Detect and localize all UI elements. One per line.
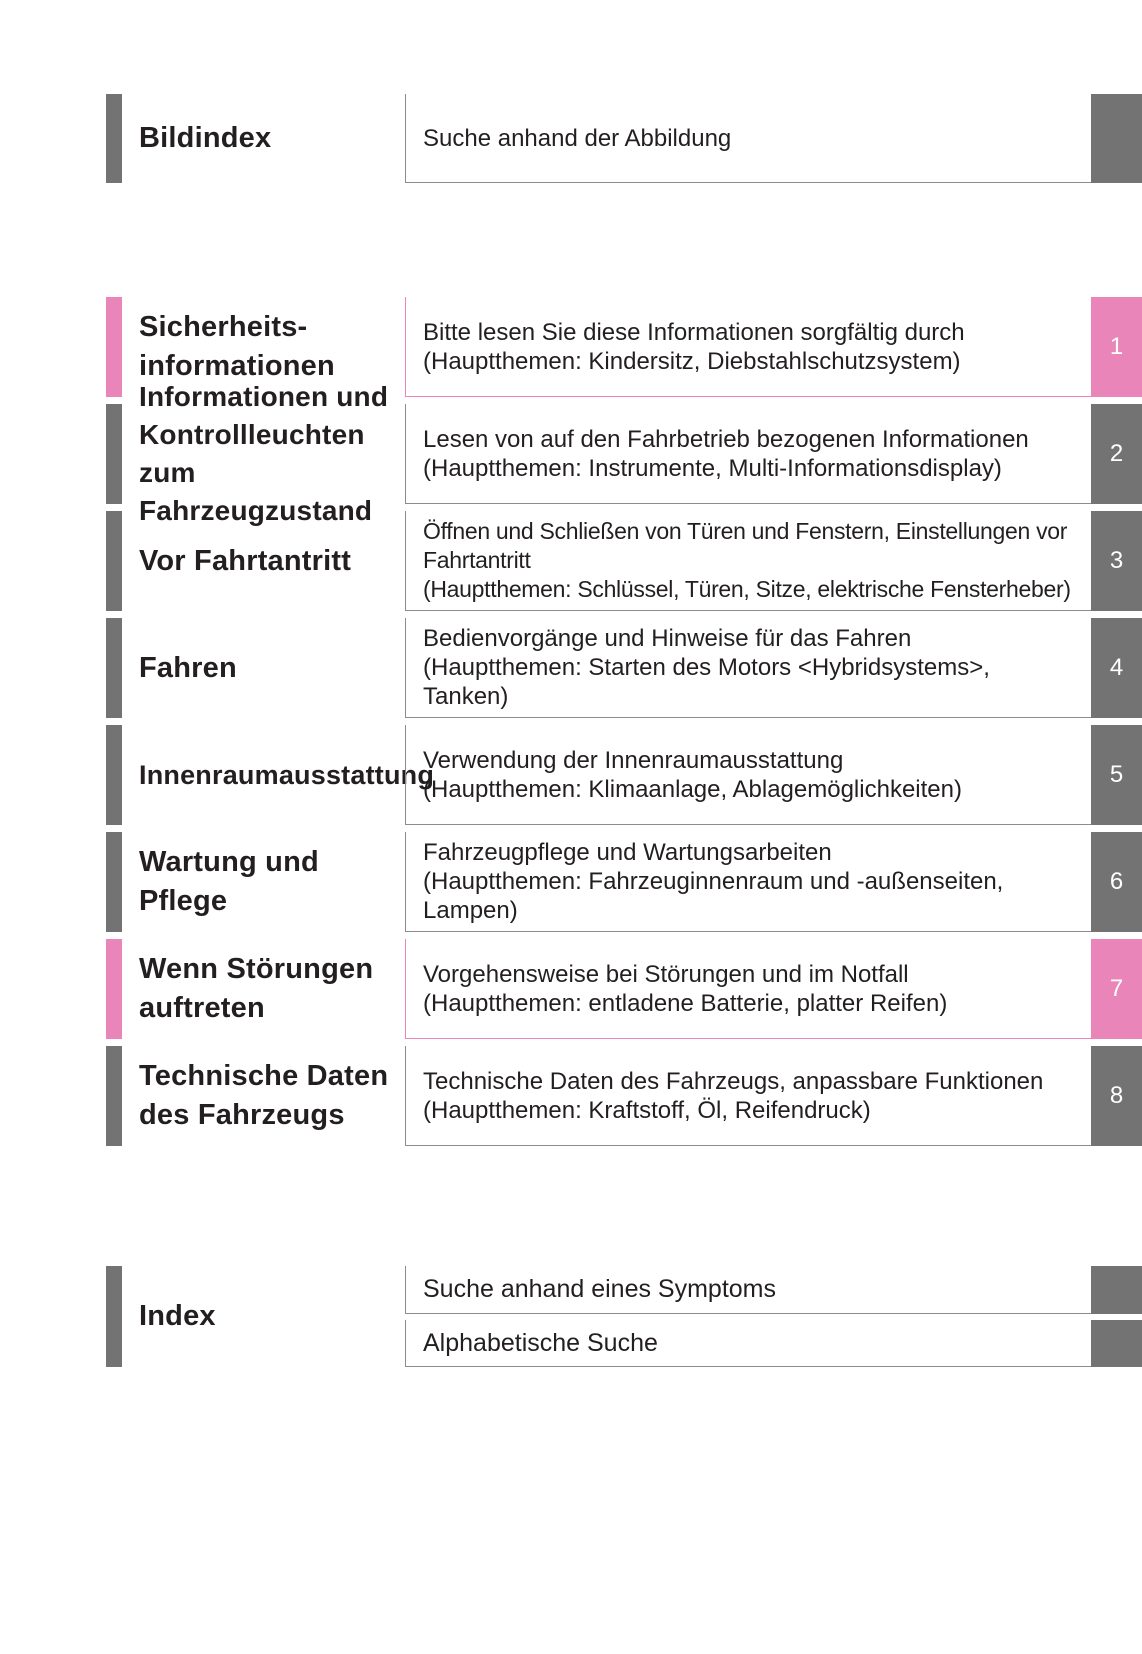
chapter-number-tab[interactable]: 1 [1091, 297, 1142, 397]
chapter-description: Bedienvorgänge und Hinweise für das Fahren (Hauptthemen: Starten des Motors <Hybridsystems>, Tanken) [405, 618, 1091, 718]
chapter-marker-bar [106, 832, 122, 932]
chapter-title: Sicherheits- informationen [139, 311, 335, 382]
picture-index-row[interactable] [0, 94, 1142, 183]
index-entry-alphabetical[interactable] [405, 1320, 1142, 1367]
chapter-description: Öffnen und Schließen von Türen und Fenstern, Einstellungen vor Fahrtantritt (Hauptthemen: Schlüssel, Türen, Sitze, elektrische Fensterheber) [405, 511, 1091, 611]
chapter-title: Informationen und Kontrollleuchten zum Fahrzeugzustand [139, 381, 389, 526]
index-entry-label: Alphabetische Suche [405, 1320, 1091, 1367]
chapter-row-2[interactable] [0, 381, 1142, 526]
chapter-number-tab[interactable]: 5 [1091, 725, 1142, 825]
chapter-description: Lesen von auf den Fahrbetrieb bezogenen Informationen (Hauptthemen: Instrumente, Multi-Informationsdisplay) [405, 404, 1091, 504]
chapter-title: Wartung und Pflege [139, 846, 319, 917]
chapter-title: Technische Daten des Fahrzeugs [139, 1060, 389, 1131]
chapter-marker-bar [106, 511, 122, 611]
chapter-number-tab[interactable]: 8 [1091, 1046, 1142, 1146]
chapter-marker-bar [106, 725, 122, 825]
chapter-description: Bitte lesen Sie diese Informationen sorgfältig durch (Hauptthemen: Kindersitz, Diebstahlschutzsystem) [405, 297, 1091, 397]
chapter-marker-bar [106, 1046, 122, 1146]
chapter-row-4[interactable] [0, 618, 1142, 718]
chapter-row-3[interactable] [0, 511, 1142, 611]
chapter-description: Technische Daten des Fahrzeugs, anpassbare Funktionen (Hauptthemen: Kraftstoff, Öl, Reifendruck) [405, 1046, 1091, 1146]
section-title: Index [139, 1300, 216, 1332]
chapter-description: Fahrzeugpflege und Wartungsarbeiten (Hauptthemen: Fahrzeuginnenraum und -außenseiten, Lampen) [405, 832, 1091, 932]
chapter-marker-bar [106, 297, 122, 397]
chapter-description: Verwendung der Innenraumausstattung (Hauptthemen: Klimaanlage, Ablagemöglichkeiten) [405, 725, 1091, 825]
thumb-tab[interactable] [1091, 1320, 1142, 1367]
chapter-row-5[interactable] [0, 725, 1142, 825]
section-marker-bar [106, 94, 122, 183]
chapter-number-tab[interactable]: 7 [1091, 939, 1142, 1039]
chapter-description: Vorgehensweise bei Störungen und im Notfall (Hauptthemen: entladene Batterie, platter Reifen) [405, 939, 1091, 1039]
index-entry-label: Suche anhand eines Symptoms [405, 1266, 1091, 1314]
chapter-row-8[interactable] [0, 1046, 1142, 1146]
section-marker-bar [106, 1266, 122, 1367]
chapter-number-tab[interactable]: 4 [1091, 618, 1142, 718]
thumb-tab[interactable] [1091, 94, 1142, 183]
chapter-title: Wenn Störungen auftreten [139, 953, 374, 1024]
chapter-marker-bar [106, 939, 122, 1039]
chapter-number-tab[interactable]: 6 [1091, 832, 1142, 932]
chapter-title: Fahren [139, 651, 237, 684]
chapter-marker-bar [106, 618, 122, 718]
chapter-title: Innenraumausstattung [139, 759, 435, 790]
section-title: Bildindex [139, 122, 272, 154]
chapter-row-6[interactable] [0, 832, 1142, 932]
chapter-marker-bar [106, 404, 122, 504]
index-entry-symptom[interactable] [405, 1266, 1142, 1314]
thumb-tab[interactable] [1091, 1266, 1142, 1314]
chapter-number-tab[interactable]: 2 [1091, 404, 1142, 504]
chapter-row-7[interactable] [0, 939, 1142, 1039]
chapter-number-tab[interactable]: 3 [1091, 511, 1142, 611]
section-description: Suche anhand der Abbildung [405, 94, 1091, 183]
chapter-title: Vor Fahrtantritt [139, 544, 352, 577]
